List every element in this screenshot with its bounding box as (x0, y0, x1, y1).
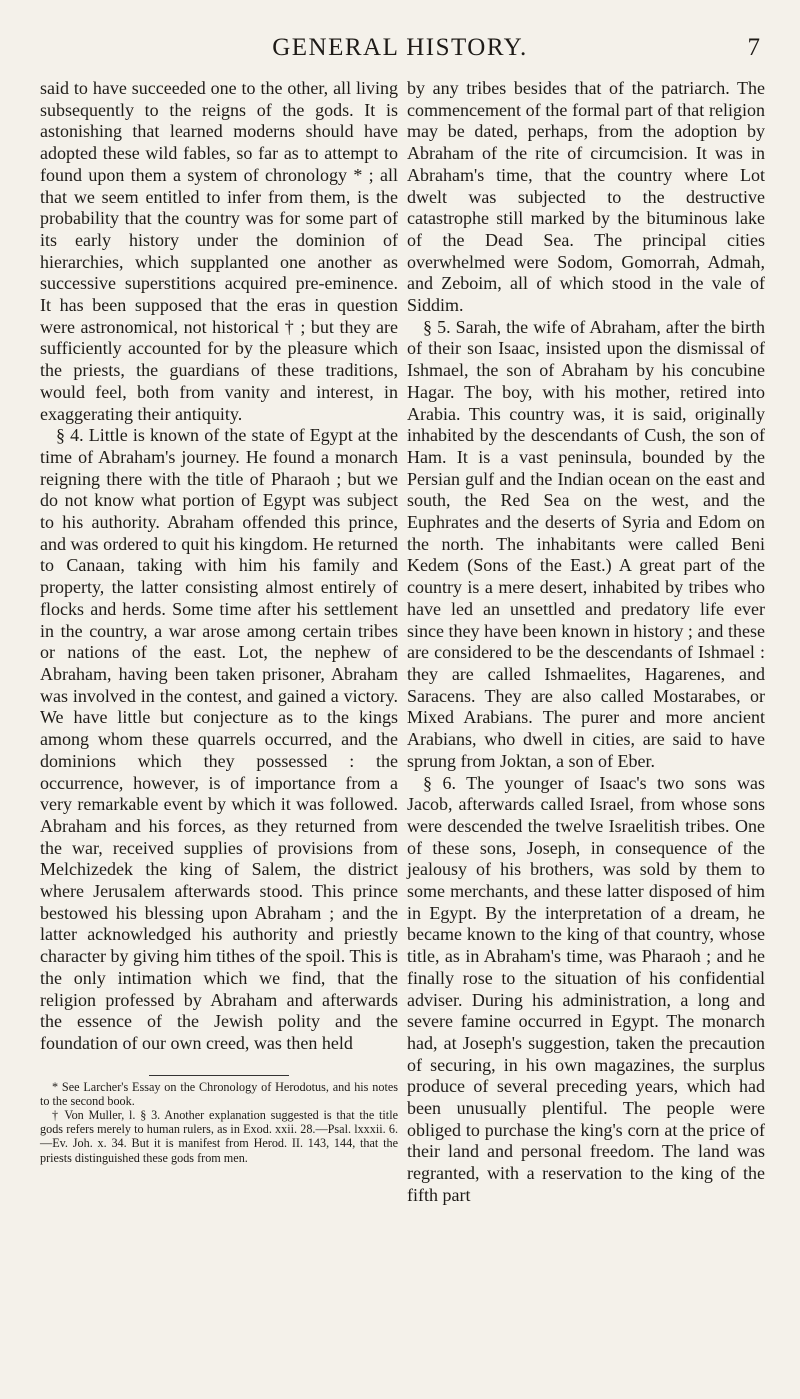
page-number: 7 (747, 34, 760, 61)
footnote-divider (149, 1075, 289, 1076)
footnotes (40, 1080, 398, 1165)
left-column (40, 78, 398, 1165)
left-paragraph-2-section-4: § 4. Little is known of the state of Egypt at the time of Abraham's journey. He found a monarch reigning there with the title of Pharaoh ; but we do not know what portion of Egypt was subject to his authority. Abraham offended this prince, and was ordered to quit his kingdom. He returned to Canaan, taking with him his family and property, the latter consisting almost entirely of flocks and herds. Some time after his settlement in the country, a war arose among certain tribes or nations of the east. Lot, the nephew of Abraham, having been taken prisoner, Abraham was involved in the contest, and gained a victory. We have little but conjecture as to the kings among whom these quarrels occurred, and the dominions which they possessed : the occurrence, however, is of importance from a very remarkable event by which it was followed. Abraham and his forces, as they returned from the war, received supplies of provisions from Melchizedek the king of Salem, the district where Jerusalem afterwards stood. This prince bestowed his blessing upon Abraham ; and the latter acknowledged his authority and priestly character by giving him tithes of the spoil. This is the only intimation which we find, that the religion professed by Abraham and afterwards the essence of the Jewish polity and the foundation of our own creed, was then held (40, 425, 398, 1053)
left-paragraph-1: said to have succeeded one to the other, all living subsequently to the reigns of the gods. It is astonishing that learned moderns should have adopted these wild fables, so far as to attempt to found upon them a system of chronology * ; all that we seem entitled to infer from them, is the probability that the country was for some part of its early history under the dominion of hierarchies, which supplanted one another as successive superstitions acquired pre-eminence. It has been supposed that the eras in question were astronomical, not historical † ; but they are sufficiently accounted for by the pleasure which the priests, the guardians of these traditions, would feel, both from vanity and interest, in exaggerating their antiquity. (40, 78, 398, 424)
right-paragraph-2-section-5: § 5. Sarah, the wife of Abraham, after the birth of their son Isaac, insisted upon the dismissal of Ishmael, the son of Abraham by his concubine Hagar. The boy, with his mother, retired into Arabia. This country was, it is said, originally inhabited by the descendants of Cush, the son of Ham. It is a vast peninsula, bounded by the Persian gulf and the Indian ocean on the east and south, the Red Sea on the west, and the Euphrates and the deserts of Syria and Edom on the north. The inhabitants were called Beni Kedem (Sons of the East.) A great part of the country is a mere desert, inhabited by tribes who have led an unsettled and predatory life ever since they have been known in history ; and these are considered to be the descendants of Ishmael : they are called Ishmaelites, Hagarenes, and Saracens. They are also called Mostarabes, or Mixed Arabians. The purer and more ancient Arabians, who dwell in cities, are said to have sprung from Joktan, a son of Eber. (407, 316, 765, 771)
right-paragraph-3-section-6: § 6. The younger of Isaac's two sons was Jacob, afterwards called Israel, from whose sons were descended the twelve Israelitish tribes. One of these sons, Joseph, in consequence of the jealousy of his brothers, was sold by them to some merchants, and these latter disposed of him in Egypt. By the interpretation of a dream, he became known to the king of that country, whose title, as in Abraham's time, was Pharaoh ; and he finally rose to the situation of his confidential adviser. During his administration, a long and severe famine occurred in Egypt. The monarch had, at Joseph's suggestion, taken the precaution of securing, in his own magazines, the surplus produce of several preceding years, which had been unusually plentiful. The people were obliged to purchase the king's corn at the price of their land and personal freedom. The land was regranted, with a reservation to the king of the fifth part (407, 772, 765, 1205)
footnote-2: † Von Muller, l. § 3. Another explanation suggested is that the title gods refers merely to human rulers, as in Exod. xxii. 28.—Psal. lxxxii. 6.—Ev. Joh. x. 34. But it is manifest from Herod. II. 143, 144, that the priests distinguished these gods from men. (40, 1108, 398, 1165)
right-paragraph-1: by any tribes besides that of the patriarch. The commencement of the formal part of that religion may be dated, perhaps, from the adoption by Abraham of the rite of circumcision. It was in Abraham's time, that the country where Lot dwelt was subjected to the destructive catastrophe still marked by the bituminous lake of the Dead Sea. The principal cities overwhelmed were Sodom, Gomorrah, Admah, and Zeboim, all of which stood in the vale of Siddim. (407, 78, 765, 316)
right-column (407, 78, 765, 1207)
page-header (0, 34, 800, 64)
running-head: GENERAL HISTORY. (272, 34, 528, 61)
footnote-1: * See Larcher's Essay on the Chronology of Herodotus, and his notes to the second book. (40, 1079, 398, 1108)
